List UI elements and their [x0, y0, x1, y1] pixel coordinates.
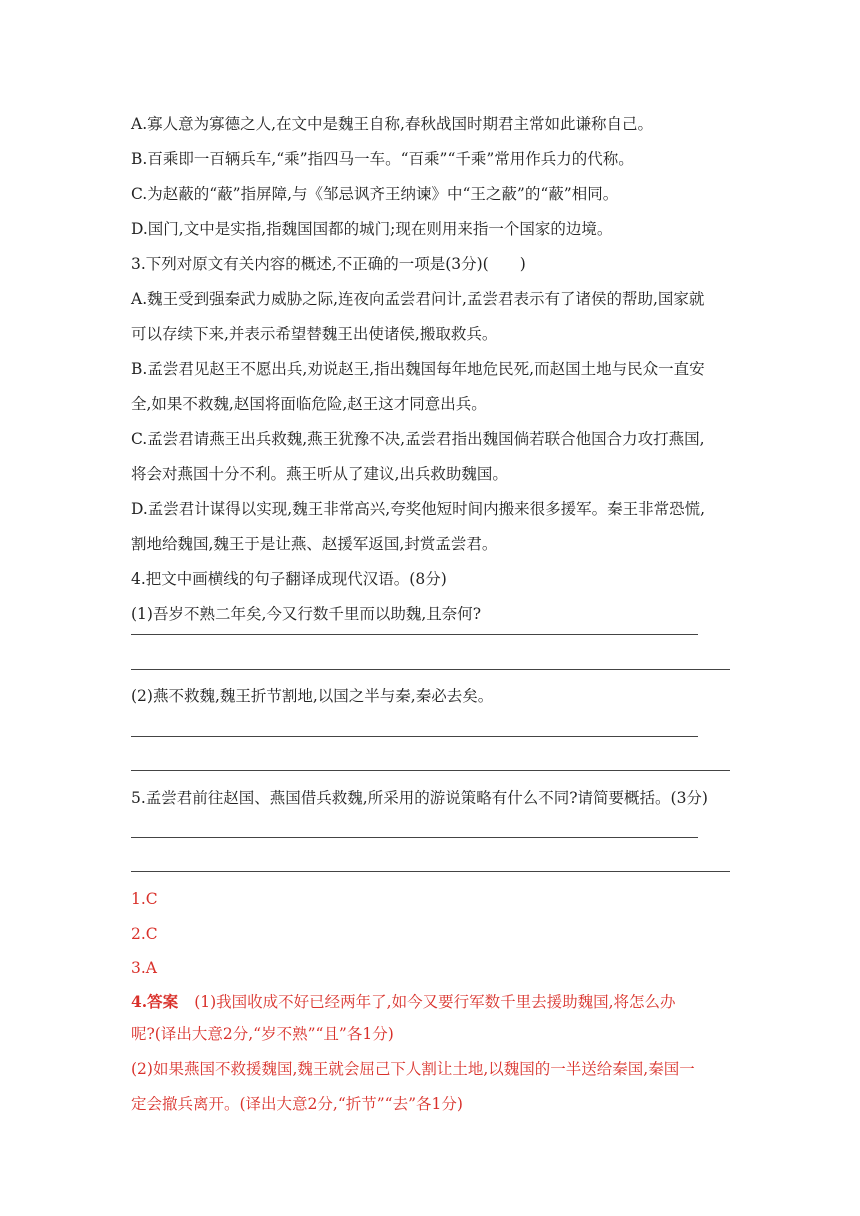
answer-line — [131, 871, 730, 872]
answer-line — [131, 770, 730, 771]
answer-4-label: 4.答案 — [131, 992, 179, 1011]
answer-2: 2.C — [131, 925, 158, 943]
answer-line — [131, 736, 698, 737]
q2-option-d: D.国门,文中是实指,指魏国国都的城门;现在则用来指一个国家的边境。 — [131, 220, 613, 238]
q3-option-d-line2: 割地给魏国,魏王于是让燕、赵援军返国,封赏孟尝君。 — [131, 535, 498, 553]
answer-4-2-line1: (2)如果燕国不救援魏国,魏王就会屈己下人割让土地,以魏国的一半送给秦国,秦国一 — [131, 1060, 695, 1078]
q4-stem: 4.把文中画横线的句子翻译成现代汉语。(8分) — [131, 570, 447, 588]
q3-option-a-line2: 可以存续下来,并表示希望替魏王出使诸侯,搬取救兵。 — [131, 325, 498, 343]
q3-option-c-line2: 将会对燕国十分不利。燕王听从了建议,出兵救助魏国。 — [131, 465, 508, 483]
answer-4-line1 — [131, 992, 676, 1012]
answer-4-2-line2: 定会撤兵离开。(译出大意2分,“折节”“去”各1分) — [131, 1095, 463, 1113]
q2-option-b: B.百乘即一百辆兵车,“乘”指四马一车。“百乘”“千乘”常用作兵力的代称。 — [131, 150, 634, 168]
answer-4-1-line2: 呢?(译出大意2分,“岁不熟”“且”各1分) — [131, 1025, 394, 1043]
answer-line — [131, 669, 730, 670]
answer-3: 3.A — [131, 959, 157, 977]
q3-option-a-line1: A.魏王受到强秦武力威胁之际,连夜向孟尝君问计,孟尝君表示有了诸侯的帮助,国家就 — [131, 290, 705, 308]
q4-sentence-2: (2)燕不救魏,魏王折节割地,以国之半与秦,秦必去矣。 — [131, 687, 494, 705]
q3-option-d-line1: D.孟尝君计谋得以实现,魏王非常高兴,夸奖他短时间内搬来很多援军。秦王非常恐慌, — [131, 500, 706, 518]
q3-option-c-line1: C.孟尝君请燕王出兵救魏,燕王犹豫不决,孟尝君指出魏国倘若联合他国合力攻打燕国, — [131, 430, 705, 448]
answer-line — [131, 634, 698, 635]
answer-line — [131, 837, 698, 838]
q2-option-a: A.寡人意为寡德之人,在文中是魏王自称,春秋战国时期君主常如此谦称自己。 — [131, 115, 653, 133]
q3-option-b-line1: B.孟尝君见赵王不愿出兵,劝说赵王,指出魏国每年地危民死,而赵国土地与民众一直安 — [131, 360, 705, 378]
q3-stem: 3.下列对原文有关内容的概述,不正确的一项是(3分)( ) — [131, 255, 526, 273]
q3-option-b-line2: 全,如果不救魏,赵国将面临危险,赵王这才同意出兵。 — [131, 395, 487, 413]
q4-sentence-1: (1)吾岁不熟二年矣,今又行数千里而以助魏,且奈何? — [131, 605, 482, 623]
q5-stem: 5.孟尝君前往赵国、燕国借兵救魏,所采用的游说策略有什么不同?请简要概括。(3分) — [131, 789, 708, 807]
answer-4-1-text: (1)我国收成不好已经两年了,如今又要行军数千里去援助魏国,将怎么办 — [194, 993, 676, 1011]
answer-1: 1.C — [131, 890, 158, 908]
q2-option-c: C.为赵蔽的“蔽”指屏障,与《邹忌讽齐王纳谏》中“王之蔽”的“蔽”相同。 — [131, 185, 619, 203]
